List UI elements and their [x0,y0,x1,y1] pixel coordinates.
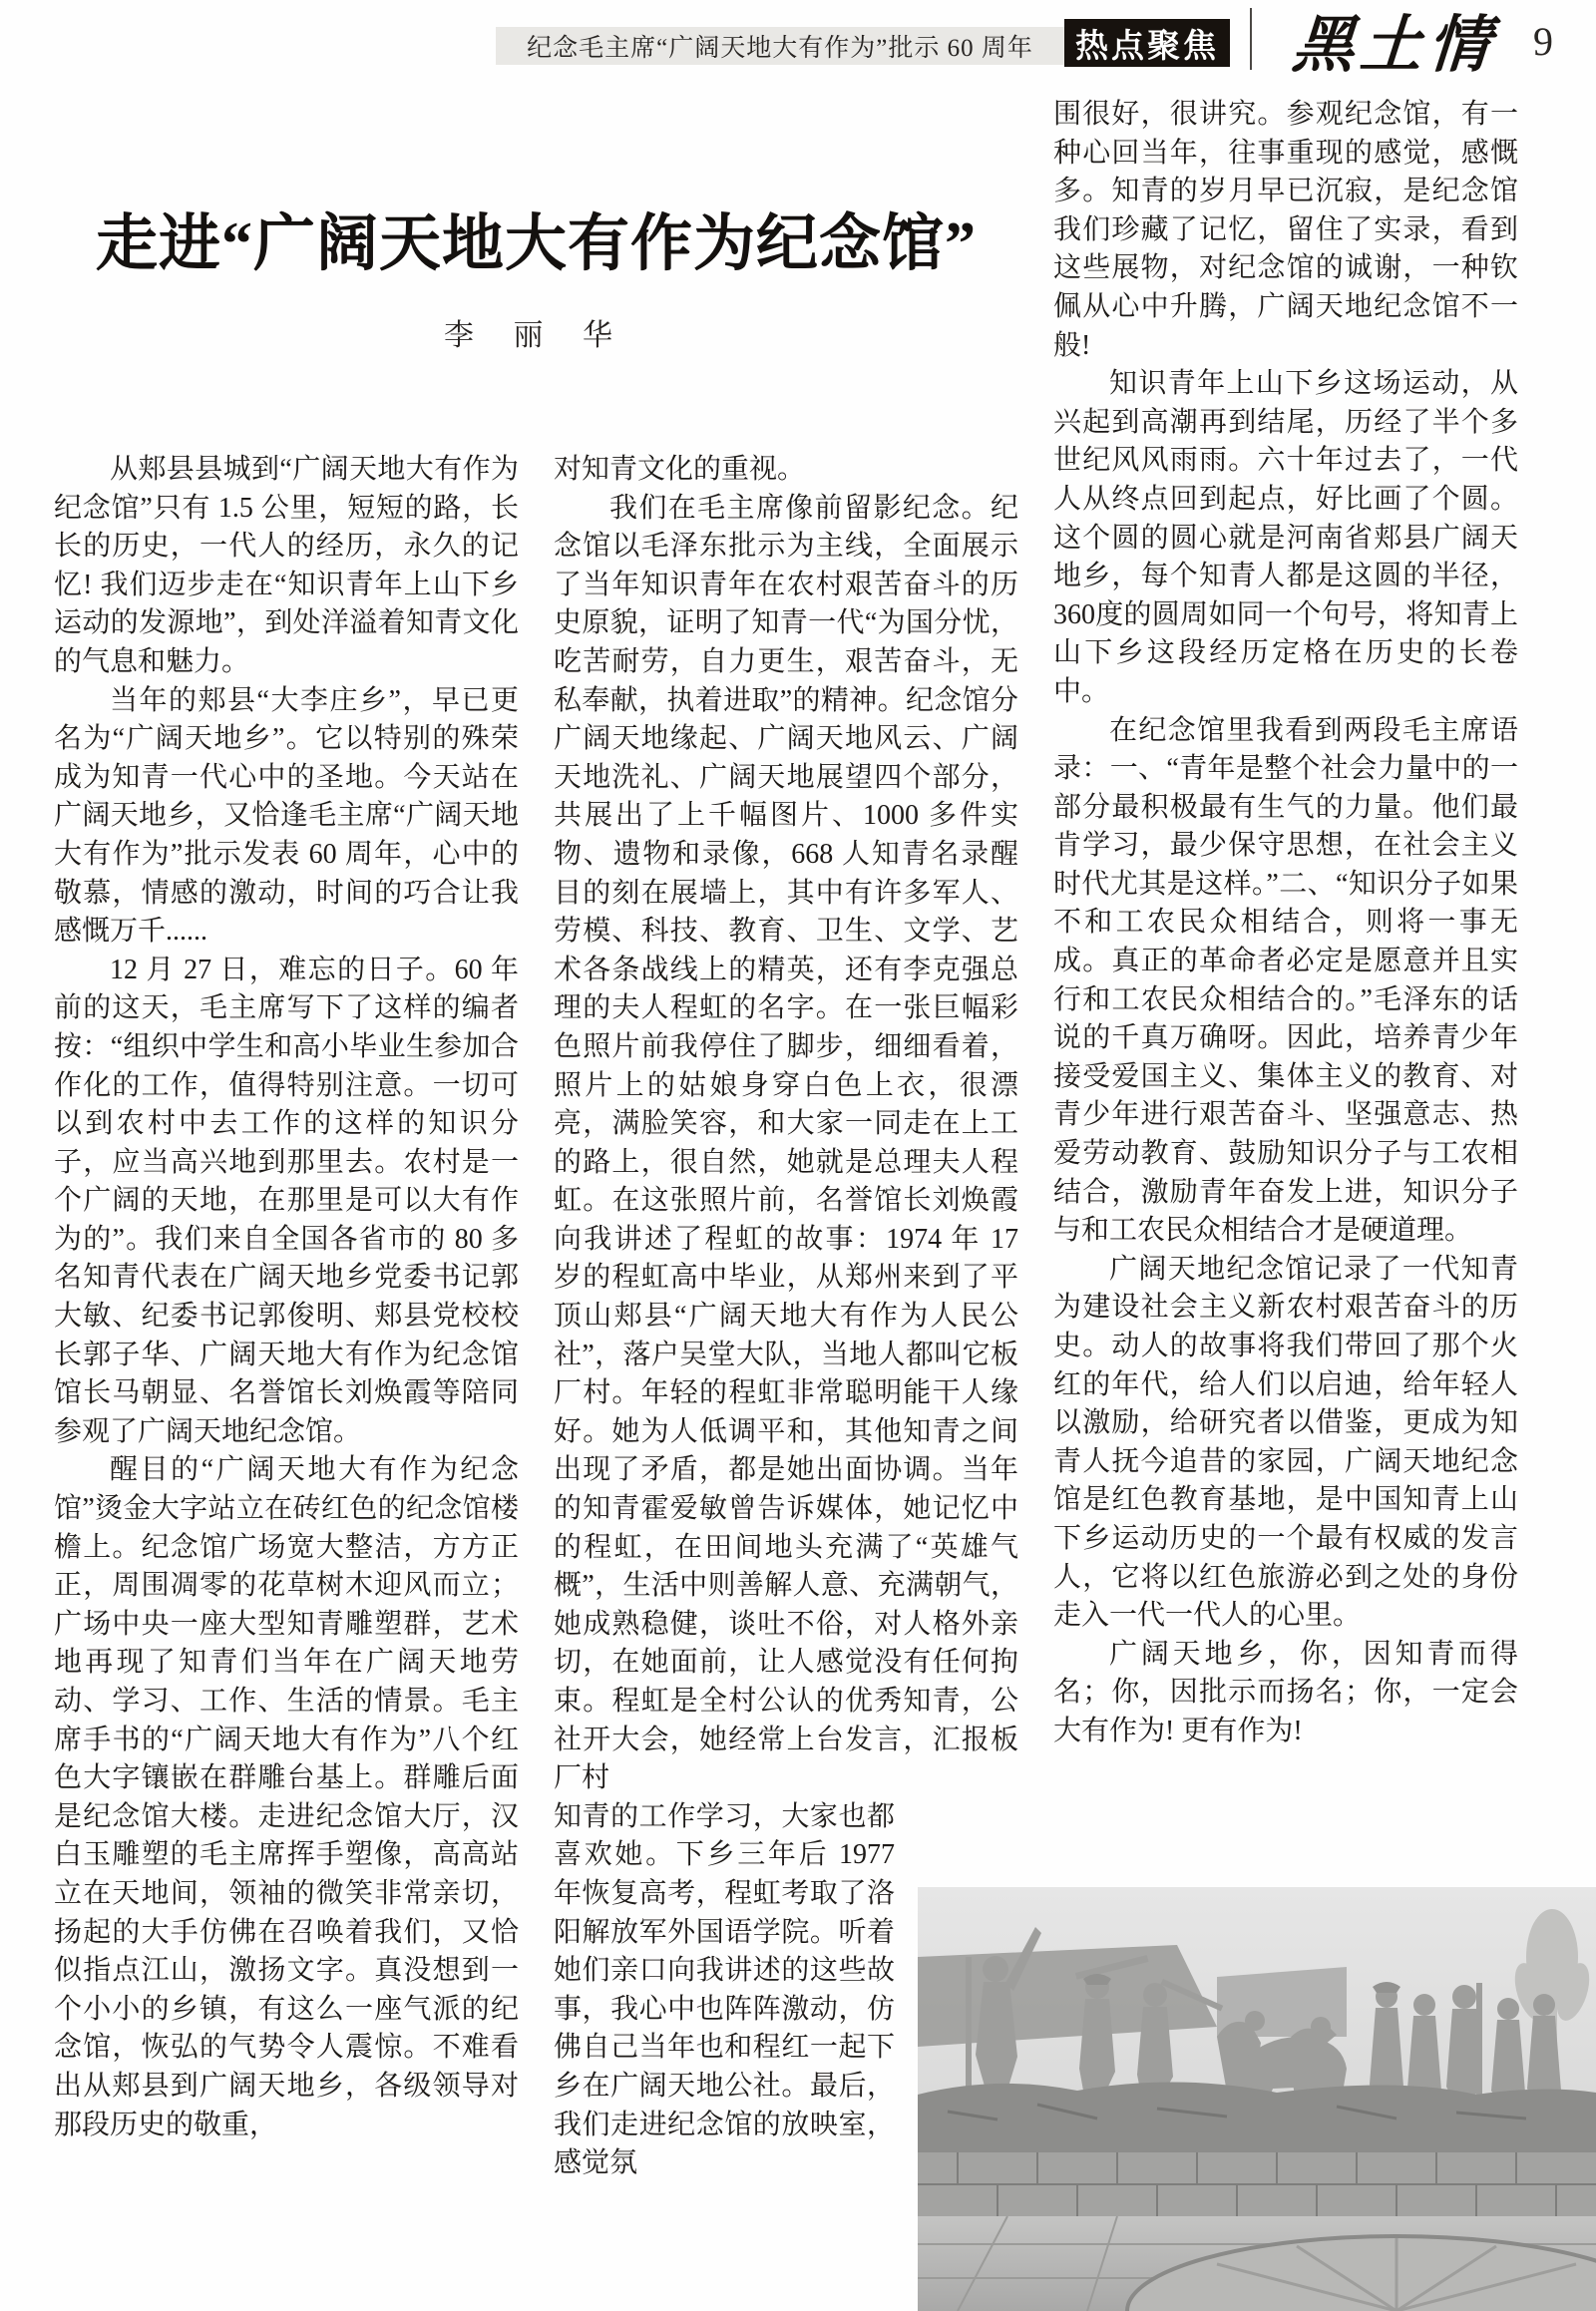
statue-photo-graphic [918,1887,1596,2311]
paragraph: 对知青文化的重视。 [554,454,806,485]
paragraph: 在纪念馆里我看到两段毛主席语录：一、“青年是整个社会力量中的一部分最积极最有生气的力量。他们最肯学习，最少保守思想，在社会主义时代尤其是这样。”二、“知识分子如果不和工农民众相结合，则将一事无成。真正的革命者必定是愿意并且实行和工农民众相结合的。”毛泽东的话说的千真万确呀。因此，培养青少年接受爱国主义、集体主义的教育、对青少年进行艰苦奋斗、坚强意志、热爱劳动教育、鼓励知识分子与工农相结合，激励青年奋发上进，知识分子与和工农民众相结合才是硬道理。 [1053,714,1518,1247]
paragraph: 围很好，很讲究。参观纪念馆，有一种心回当年，往事重现的感觉，感慨多。知青的岁月早已沉寂，是纪念馆我们珍藏了记忆，留住了实录，看到这些展物，对纪念馆的诚谢，一种钦佩从心中升腾，广阔天地纪念馆不一般! [1053,99,1518,361]
paragraph: 当年的郏县“大李庄乡”，早已更名为“广阔天地乡”。它以特别的殊荣成为知青一代心中的圣地。今天站在广阔天地乡，又恰逢毛主席“广阔天地大有作为”批示发表 60 周年，心中的敬慕，情感的激动，时间的巧合让我感慨万千...... [54,684,519,948]
paragraph: 广阔天地乡，你，因知青而得名；你，因批示而扬名；你，一定会大有作为! 更有作为! [1053,1638,1518,1746]
article-title: 走进“广阔天地大有作为纪念馆” [95,210,977,278]
page-number: 9 [1533,19,1553,64]
paragraph: 广阔天地纪念馆记录了一代知青为建设社会主义新农村艰苦奋斗的历史。动人的故事将我们带回了那个火红的年代，给人们以启迪，给年轻人以激励，给研究者以借鉴，更成为知青人抚今追昔的家园，广阔天地纪念馆是红色教育基地，是中国知青上山下乡运动历史的一个最有权威的发言人，它将以红色旅游必到之处的身份走入一代一代人的心里。 [1053,1253,1518,1632]
title-block [54,209,1018,354]
paragraph: 我们在毛主席像前留影纪念。纪念馆以毛泽东批示为主线，全面展示了当年知识青年在农村艰苦奋斗的历史原貌，证明了知青一代“为国分忧，吃苦耐劳，自力更生，艰苦奋斗，无私奉献，执着进取”的精神。纪念馆分广阔天地缘起、广阔天地风云、广阔天地洗礼、广阔天地展望四个部分，共展出了上千幅图片、1000 多件实物、遗物和录像，668 人知青名录醒目的刻在展墙上，其中有许多军人、劳模、科技、教育、卫生、文学、艺术各条战线上的精英，还有李克强总理的夫人程虹的名字。在一张巨幅彩色照片前我停住了脚步，细细看着，照片上的姑娘身穿白色上衣，很漂亮，满脸笑容，和大家一同走在上工的路上，很自然，她就是总理夫人程虹。在这张照片前，名誉馆长刘焕霞向我讲述了程虹的故事：1974 年 17 岁的程虹高中毕业，从郑州来到了平顶山郏县“广阔天地大有作为人民公社”，落户吴堂大队，当地人都叫它板厂村。年轻的程虹非常聪明能干人缘好。她为人低调平和，其他知青之间出现了矛盾，都是她出面协调。当年的知青霍爱敏曾告诉媒体，她记忆中的程虹，在田间地头充满了“英雄气概”，生活中则善解人意、充满朝气，她成熟稳健，谈吐不俗，对人格外亲切，在她面前，让人感觉没有任何拘束。程虹是全村公认的优秀知青，公社开大会，她经常上台发言，汇报板厂村 [554,492,1018,1794]
column-1 [54,451,519,2144]
column-2-narrow-block [554,1798,895,2183]
article-author: 李 丽 华 [444,319,628,353]
paragraph: 知青的工作学习，大家也都喜欢她。下乡三年后 1977 年恢复高考，程虹考取了洛阳解放军外国语学院。听着她们亲口向我讲述的这些故事，我心中也阵阵激动，仿佛自己当年也和程红一起下乡在广阔天地公社。最后，我们走进纪念馆的放映室，感觉氛 [554,1800,895,2179]
masthead-logo-text: 黑土情 [1290,11,1498,80]
section-badge-label: 热点聚焦 [1075,26,1219,64]
section-badge [1064,19,1230,67]
memorial-statue-photo [918,1887,1596,2311]
header-theme-strip [496,27,1064,65]
masthead-logo [1272,0,1516,78]
paragraph: 知识青年上山下乡这场运动，从兴起到高潮再到结尾，历经了半个多世纪风风雨雨。六十年过去了，一代人从终点回到起点，好比画了个圆。这个圆的圆心就是河南省郏县广阔天地乡，每个知青人都是这圆的半径，360度的圆周如同一个句号，将知青上山下乡这段经历定格在历史的长卷中。 [1053,368,1518,707]
paragraph: 醒目的“广阔天地大有作为纪念馆”烫金大字站立在砖红色的纪念馆楼檐上。纪念馆广场宽大整洁，方方正正，周围凋零的花草树木迎风而立；广场中央一座大型知青雕塑群，艺术地再现了知青们当年在广阔天地劳动、学习、工作、生活的情景。毛主席手书的“广阔天地大有作为”八个红色大字镶嵌在群雕台基上。群雕后面是纪念馆大楼。走进纪念馆大厅，汉白玉雕塑的毛主席挥手塑像，高高站立在天地间，领袖的微笑非常亲切，扬起的大手仿佛在召唤着我们，又恰似指点江山，激扬文字。真没想到一个小小的乡镇，有这么一座气派的纪念馆，恢弘的气势令人震惊。不难看出从郏县到广阔天地乡，各级领导对那段历史的敬重， [54,1454,519,2140]
column-2-wide-block [554,451,1018,1798]
header-divider [1250,8,1252,70]
paragraph: 12 月 27 日，难忘的日子。60 年前的这天，毛主席写下了这样的编者按：“组织中学生和高小毕业生参加合作化的工作，值得特别注意。一切可以到农村中去工作的这样的知识分子，应当高兴地到那里去。农村是一个广阔的天地，在那里是可以大有作为的”。我们来自全国各省市的 80 多名知青代表在广阔天地乡党委书记郭大敏、纪委书记郭俊明、郏县党校校长郭子华、广阔天地大有作为纪念馆馆长马朝显、名誉馆长刘焕霞等陪同参观了广阔天地纪念馆。 [54,954,519,1447]
paragraph: 从郏县县城到“广阔天地大有作为纪念馆”只有 1.5 公里，短短的路，长长的历史，一代人的经历，永久的记忆! 我们迈步走在“知识青年上山下乡运动的发源地”，到处洋溢着知青文化的气息和魅力。 [54,454,519,677]
column-3 [1053,96,1518,1751]
header-theme-text: 纪念毛主席“广阔天地大有作为”批示 60 周年 [527,35,1033,62]
